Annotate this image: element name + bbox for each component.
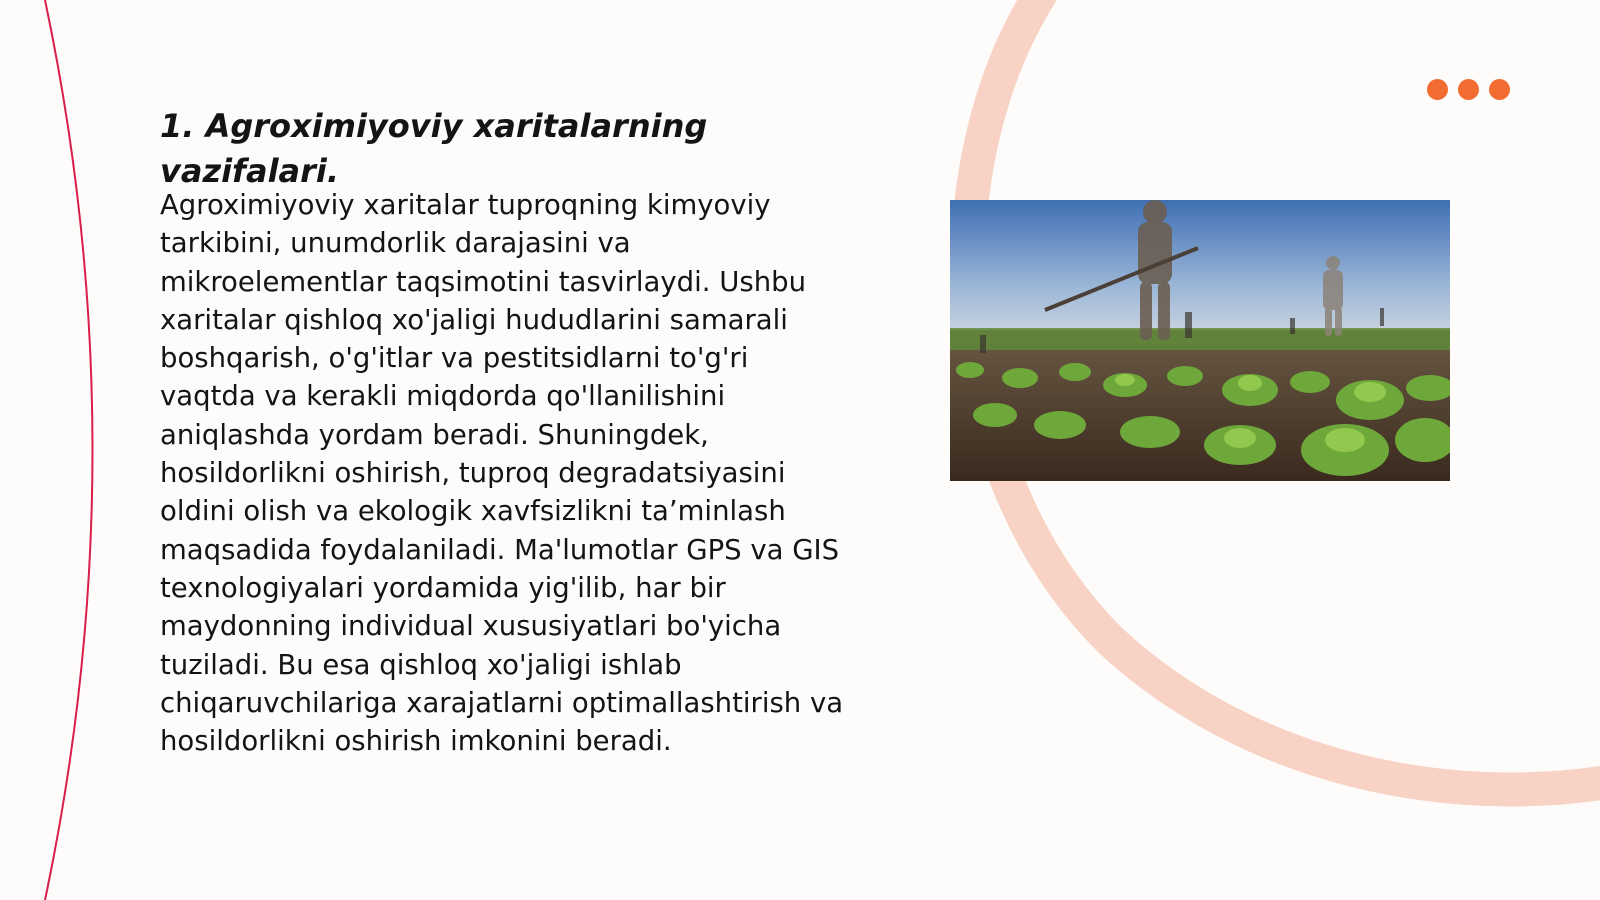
farm-field-photo [950, 200, 1450, 481]
slide-body-text: Agroximiyoviy xaritalar tuproqning kimyoviy tarkibini, unumdorlik darajasini va mikroelementlar taqsimotini tasvirlaydi. Ushbu xaritalar qishloq xo'jaligi hududlarini samarali boshqarish, o'g'itlar va pestitsidlarni to'g'ri vaqtda va kerakli miqdorda qo'llanilishini aniqlashda yordam beradi. Shuningdek, hosildorlikni oshirish, tuproq degradatsiyasini oldini olish va ekologik xavfsizlikni ta’minlash maqsadida foydalaniladi. Ma'lumotlar GPS va GIS texnologiyalari yordamida yig'ilib, har bir maydonning individual xususiyatlari bo'yicha tuziladi. Bu esa qishloq xo'jaligi ishlab chiqaruvchilariga xarajatlarni optimallashtirish va hosildorlikni oshirish imkonini beradi. [160, 189, 844, 758]
dot [1427, 79, 1448, 100]
left-accent-curve [45, 0, 93, 900]
dot [1458, 79, 1479, 100]
menu-dots-icon [1427, 79, 1510, 100]
slide-title: 1. Agroximiyoviy xaritalarning vazifalari. [160, 107, 708, 190]
dot [1489, 79, 1510, 100]
